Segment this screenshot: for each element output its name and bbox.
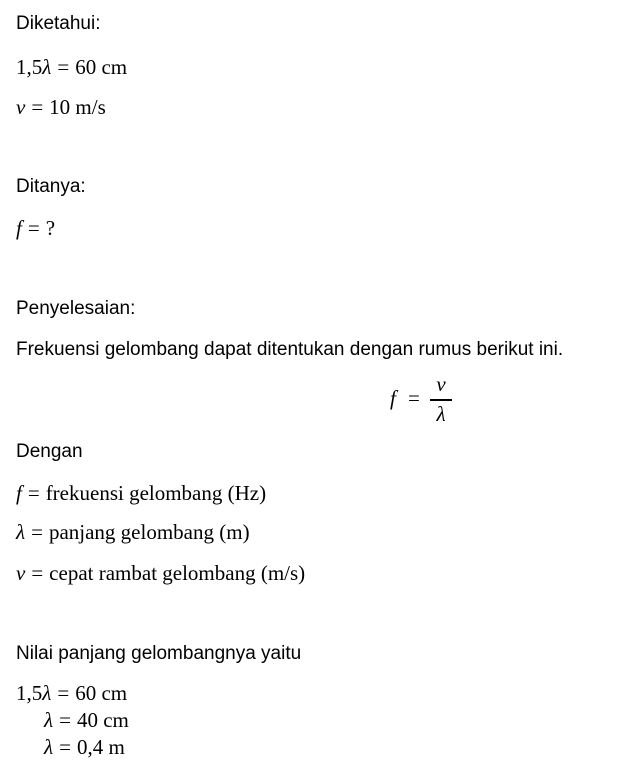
definition-lambda bbox=[16, 519, 250, 545]
def-f-eq: = bbox=[27, 481, 40, 505]
known-equation-2 bbox=[16, 94, 106, 120]
definition-v bbox=[16, 560, 305, 586]
step1-var: λ bbox=[42, 681, 52, 705]
known-heading: Diketahui: bbox=[16, 13, 101, 34]
known-eq1-coef: 1,5 bbox=[16, 55, 43, 79]
asked-equation bbox=[16, 215, 55, 241]
known-eq2-var: v bbox=[16, 95, 26, 119]
wavelength-step-3 bbox=[44, 734, 125, 760]
solution-heading: Penyelesaian: bbox=[16, 298, 136, 319]
definition-f bbox=[16, 480, 266, 506]
step3-eq: = bbox=[59, 735, 71, 759]
def-f-desc: frekuensi gelombang (Hz) bbox=[45, 481, 267, 505]
wavelength-heading: Nilai panjang gelombangnya yaitu bbox=[16, 643, 302, 664]
asked-var: f bbox=[16, 216, 22, 240]
step2-var: λ bbox=[44, 708, 54, 732]
def-lambda-var: λ bbox=[16, 520, 26, 544]
known-eq1-var: λ bbox=[42, 55, 52, 79]
step2-value: 40 cm bbox=[76, 708, 129, 732]
asked-heading: Ditanya: bbox=[16, 176, 86, 197]
wavelength-step-2 bbox=[44, 707, 129, 733]
step3-var: λ bbox=[44, 735, 54, 759]
asked-value: ? bbox=[45, 216, 56, 240]
known-eq1-eq: = bbox=[57, 55, 70, 79]
def-v-eq: = bbox=[31, 561, 44, 585]
known-eq2-value: 10 m/s bbox=[49, 95, 106, 119]
known-eq2-eq: = bbox=[31, 95, 44, 119]
def-lambda-desc: panjang gelombang (m) bbox=[48, 520, 250, 544]
step1-coef: 1,5 bbox=[16, 681, 43, 705]
step1-eq: = bbox=[57, 681, 70, 705]
known-equation-1 bbox=[16, 54, 127, 80]
def-lambda-eq: = bbox=[31, 520, 43, 544]
step2-eq: = bbox=[59, 708, 71, 732]
def-v-var: v bbox=[16, 561, 26, 585]
formula-denominator: λ bbox=[436, 402, 446, 426]
def-v-desc: cepat rambat gelombang (m/s) bbox=[49, 561, 306, 585]
formula-lhs: f bbox=[390, 386, 396, 410]
asked-eq: = bbox=[27, 216, 40, 240]
fraction-bar bbox=[430, 399, 452, 401]
with-label: Dengan bbox=[16, 441, 83, 462]
known-eq1-value: 60 cm bbox=[75, 55, 128, 79]
formula-equals: = bbox=[408, 386, 420, 410]
wavelength-step-1 bbox=[16, 680, 127, 706]
solution-intro: Frekuensi gelombang dapat ditentukan dengan rumus berikut ini. bbox=[16, 339, 564, 360]
step3-value: 0,4 m bbox=[76, 735, 125, 759]
def-f-var: f bbox=[16, 481, 22, 505]
step1-value: 60 cm bbox=[75, 681, 128, 705]
formula-numerator: v bbox=[436, 372, 446, 396]
